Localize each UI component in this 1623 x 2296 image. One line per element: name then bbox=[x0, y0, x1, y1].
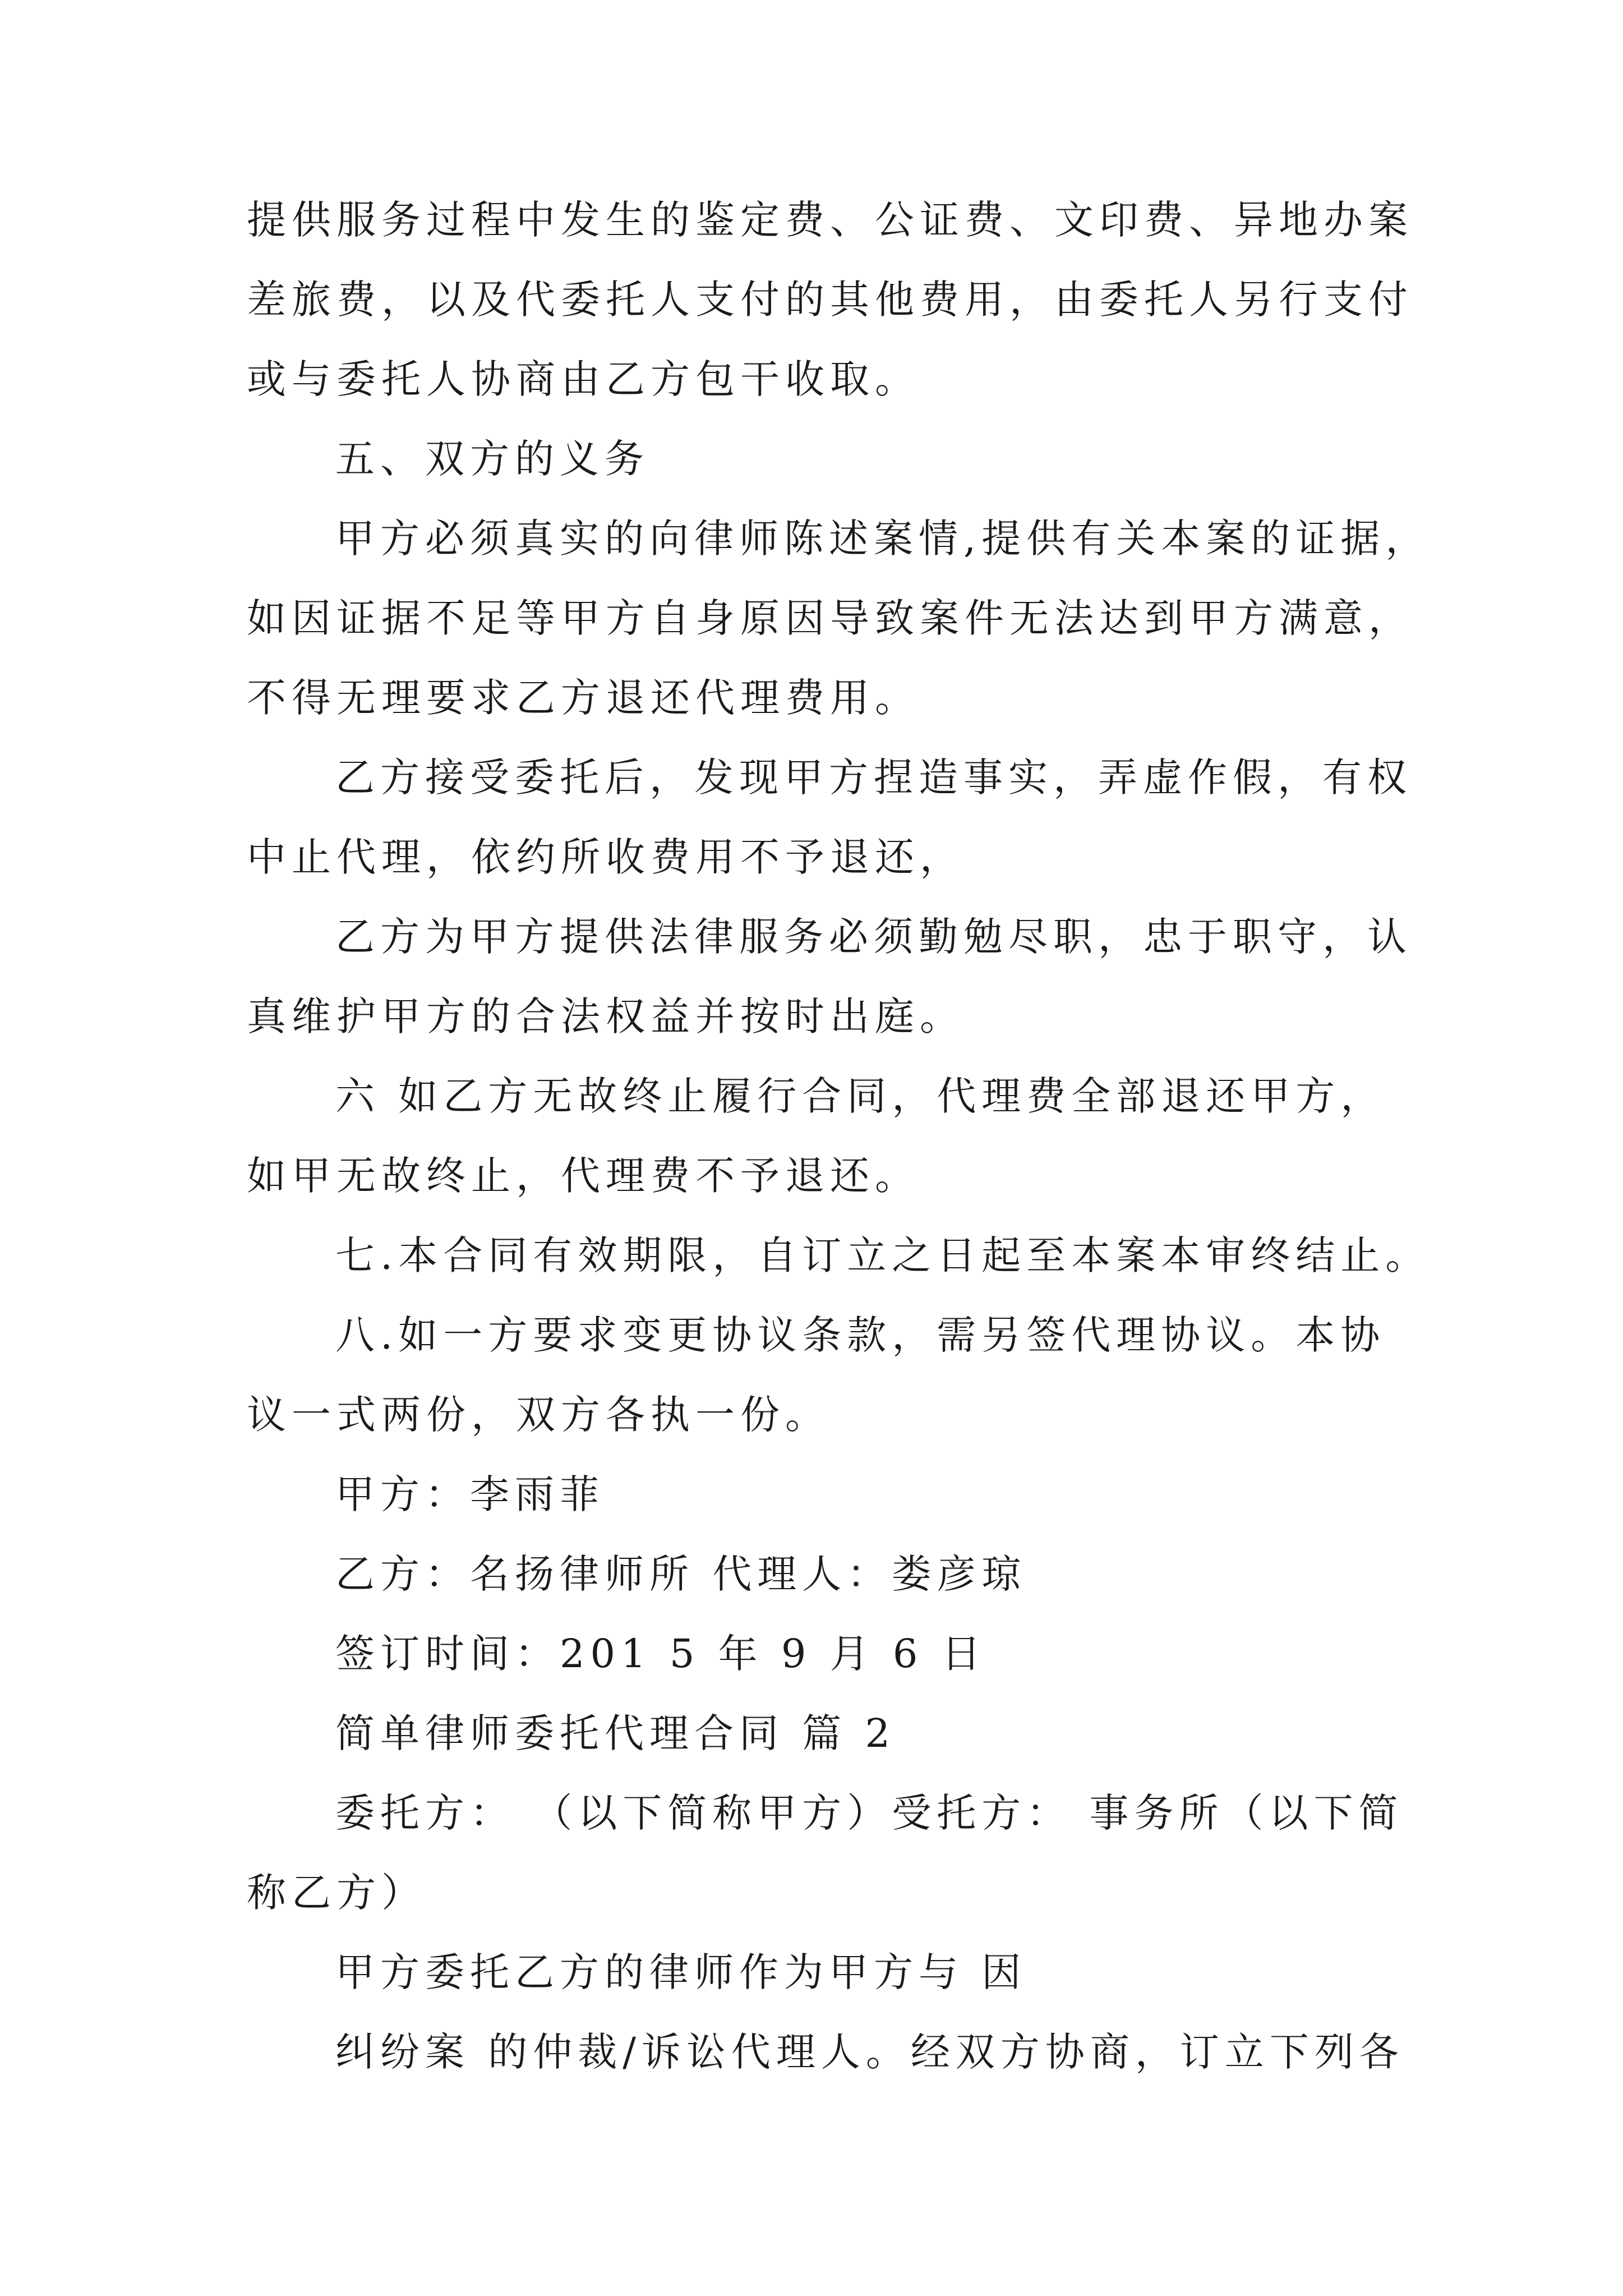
body-text-line: 中止代理，依约所收费用不予退还， bbox=[247, 834, 965, 880]
body-text-line: 乙方为甲方提供法律服务必须勤勉尽职，忠于职守，认 bbox=[335, 914, 1412, 960]
body-text-line: 称乙方） bbox=[247, 1870, 426, 1916]
body-text-line: 如甲无故终止，代理费不予退还。 bbox=[247, 1153, 920, 1199]
body-text-line: 议一式两份，双方各执一份。 bbox=[247, 1392, 830, 1438]
body-text-line: 真维护甲方的合法权益并按时出庭。 bbox=[247, 993, 965, 1039]
section-heading: 五、双方的义务 bbox=[335, 436, 649, 482]
party-a-line: 甲方：李雨菲 bbox=[335, 1471, 605, 1517]
body-text-line: 提供服务过程中发生的鉴定费、公证费、文印费、异地办案 bbox=[247, 197, 1413, 243]
body-text-line: 乙方接受委托后，发现甲方捏造事实，弄虚作假，有权 bbox=[335, 754, 1412, 800]
body-text-line: 或与委托人协商由乙方包干收取。 bbox=[247, 356, 920, 402]
body-text-line: 八.如一方要求变更协议条款，需另签代理协议。本协 bbox=[335, 1312, 1386, 1358]
body-text-line: 不得无理要求乙方退还代理费用。 bbox=[247, 675, 920, 721]
body-text-line: 甲方委托乙方的律师作为甲方与 因 bbox=[335, 1949, 1027, 1995]
body-text-line: 差旅费，以及代委托人支付的其他费用，由委托人另行支付 bbox=[247, 277, 1413, 323]
body-text-line: 如因证据不足等甲方自身原因导致案件无法达到甲方满意， bbox=[247, 595, 1413, 641]
contract-title: 简单律师委托代理合同 篇 2 bbox=[335, 1710, 896, 1756]
party-b-line: 乙方：名扬律师所 代理人：娄彦琼 bbox=[335, 1551, 1027, 1597]
body-text-line: 七.本合同有效期限，自订立之日起至本案本审终结止。 bbox=[335, 1232, 1431, 1278]
body-text-line: 委托方： （以下简称甲方）受托方： 事务所（以下简 bbox=[335, 1790, 1404, 1836]
body-text-line: 纠纷案 的仲裁/诉讼代理人。经双方协商，订立下列各 bbox=[335, 2029, 1404, 2075]
signing-date-line: 签订时间：201 5 年 9 月 6 日 bbox=[335, 1631, 986, 1677]
body-text-line: 甲方必须真实的向律师陈述案情,提供有关本案的证据， bbox=[335, 516, 1431, 562]
body-text-line: 六 如乙方无故终止履行合同，代理费全部退还甲方， bbox=[335, 1073, 1386, 1119]
